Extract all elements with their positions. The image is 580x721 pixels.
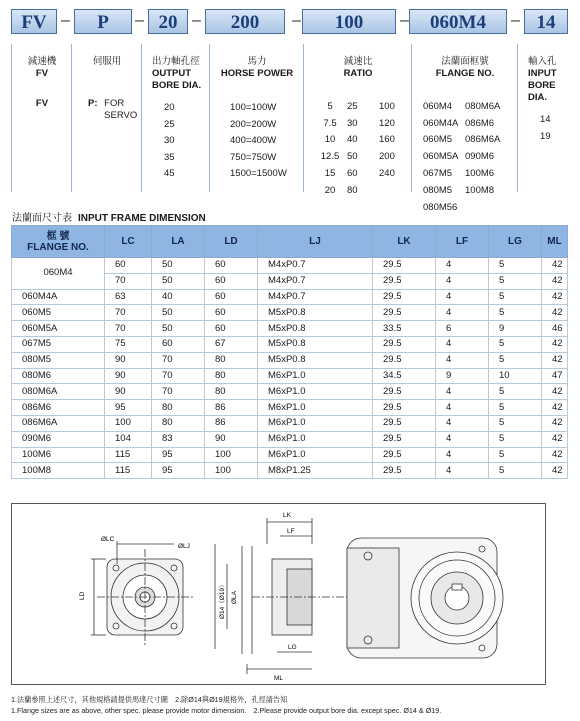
table-row xyxy=(12,336,568,352)
ratio-value: 100 xyxy=(379,100,395,112)
cell-flange: 060M4 xyxy=(12,258,105,290)
ratio-value xyxy=(378,182,396,199)
separator-dash: – xyxy=(400,12,409,29)
cell-value: 50 xyxy=(152,305,205,321)
cell-value: 100 xyxy=(205,447,258,463)
flange-value: 080M56 xyxy=(423,201,458,213)
cell-flange: 080M6A xyxy=(12,384,105,400)
cell-value: M4xP0.7 xyxy=(258,258,373,274)
cell-value: 90 xyxy=(205,431,258,447)
cell-flange: 086M6A xyxy=(12,415,105,431)
cell-value: 4 xyxy=(436,463,489,479)
cell-value: 4 xyxy=(436,447,489,463)
cell-value: M4xP0.7 xyxy=(258,273,373,289)
table-row xyxy=(12,368,568,384)
code-box-ratio: 100 xyxy=(302,9,396,34)
ratio-value: 50 xyxy=(347,151,358,163)
column-ratio-en: RATIO xyxy=(343,68,373,79)
cell-value: 29.5 xyxy=(373,273,436,289)
cell-flange: 080M6 xyxy=(12,368,105,384)
cell-value: 90 xyxy=(105,384,152,400)
label-lj: ØLJ xyxy=(178,543,190,550)
flange-grid xyxy=(422,98,501,216)
cell-value: 10 xyxy=(489,368,542,384)
cell-value: 5 xyxy=(489,463,542,479)
cell-value: 29.5 xyxy=(373,463,436,479)
cell-value: 83 xyxy=(152,431,205,447)
ratio-value: 25 xyxy=(347,100,358,112)
flange-value: 100M6 xyxy=(465,168,495,180)
flange-value: 080M5 xyxy=(423,184,453,196)
header-col: LC xyxy=(105,226,152,258)
column-reducer-zh: 減速機 xyxy=(27,56,57,67)
cell-value: 80 xyxy=(205,368,258,384)
ratio-value: 20 xyxy=(324,184,336,196)
flange-value: 086M6A xyxy=(465,134,501,146)
cell-value: 70 xyxy=(152,384,205,400)
cell-value: 5 xyxy=(489,384,542,400)
cell-value: 29.5 xyxy=(373,415,436,431)
cell-value: 60 xyxy=(205,273,258,289)
column-power-values xyxy=(210,100,304,183)
column-bore-values xyxy=(142,100,210,183)
cell-value: 70 xyxy=(105,273,152,289)
header-col: LK xyxy=(373,226,436,258)
code-box-input: 14 xyxy=(524,9,568,34)
drawing-svg xyxy=(12,504,545,684)
cell-value: 34.5 xyxy=(373,368,436,384)
power-value: 1500=1500W xyxy=(230,168,287,180)
cell-value: M6xP1.0 xyxy=(258,400,373,416)
flange-value: 086M6 xyxy=(465,117,495,129)
cell-value: 29.5 xyxy=(373,400,436,416)
label-lf: LF xyxy=(287,528,295,535)
cell-value: 42 xyxy=(542,447,568,463)
column-input-values xyxy=(518,112,574,145)
ratio-value: 12.5 xyxy=(320,151,340,163)
cell-value: 4 xyxy=(436,258,489,274)
column-servo-text: FOR SERVO xyxy=(104,98,138,121)
cell-value: 70 xyxy=(105,305,152,321)
cell-value: 50 xyxy=(152,321,205,337)
cell-value: 90 xyxy=(105,352,152,368)
cell-value: 95 xyxy=(152,463,205,479)
cell-flange: 060M5A xyxy=(12,321,105,337)
power-value: 100=100W xyxy=(230,102,277,113)
cell-value: 60 xyxy=(152,336,205,352)
table-row xyxy=(12,305,568,321)
flange-value: 060M4A xyxy=(423,117,459,129)
header-flange-zh: 框 號 xyxy=(46,230,70,242)
cell-value: 42 xyxy=(542,431,568,447)
note-en: 1.Flange sizes are as above, other spec. please provide motor dimension. 2.Please provide output bore dia. except spec. Ø14 & Ø19. xyxy=(11,706,442,715)
cell-value: M6xP1.0 xyxy=(258,384,373,400)
table-row xyxy=(12,352,568,368)
column-power-zh: 馬力 xyxy=(247,56,267,67)
flange-value: 067M5 xyxy=(423,168,453,180)
column-servo-zh: 伺服用 xyxy=(92,56,122,67)
bore-value: 25 xyxy=(164,118,175,130)
cell-value: 4 xyxy=(436,273,489,289)
cell-value: 75 xyxy=(105,336,152,352)
cell-flange: 080M5 xyxy=(12,352,105,368)
cell-value: 70 xyxy=(105,321,152,337)
cell-value: 5 xyxy=(489,431,542,447)
cell-value: 40 xyxy=(152,289,205,305)
column-power-en: HORSE POWER xyxy=(220,68,294,79)
ratio-grid xyxy=(314,98,396,199)
cell-value: 100 xyxy=(205,463,258,479)
section-title-zh: 法蘭面尺寸表 xyxy=(12,213,72,224)
cell-value: 42 xyxy=(542,384,568,400)
cell-value: 5 xyxy=(489,415,542,431)
cell-value: 5 xyxy=(489,352,542,368)
cell-value: 60 xyxy=(205,258,258,274)
label-ml: ML xyxy=(274,675,284,682)
cell-value: 4 xyxy=(436,415,489,431)
flange-value: 100M8 xyxy=(465,184,495,196)
column-power xyxy=(209,44,304,192)
cell-value: M5xP0.8 xyxy=(258,321,373,337)
reducer-housing-view xyxy=(347,538,503,658)
column-ratio xyxy=(303,44,412,196)
column-bore xyxy=(141,44,210,192)
cell-value: 6 xyxy=(436,321,489,337)
cell-flange: 060M5 xyxy=(12,305,105,321)
ratio-value: 7.5 xyxy=(323,117,337,129)
cell-value: 100 xyxy=(105,415,152,431)
flange-value: 060M5 xyxy=(423,134,453,146)
cell-value: 4 xyxy=(436,384,489,400)
flange-value: 090M6 xyxy=(465,151,495,163)
cell-value: 42 xyxy=(542,400,568,416)
power-value: 200=200W xyxy=(230,118,277,130)
cell-value: 29.5 xyxy=(373,289,436,305)
cell-value: 29.5 xyxy=(373,258,436,274)
cell-flange: 090M6 xyxy=(12,431,105,447)
cell-value: 4 xyxy=(436,305,489,321)
cell-flange: 100M8 xyxy=(12,463,105,479)
bore-value: 35 xyxy=(164,151,175,163)
code-box-bore: 20 xyxy=(148,9,188,34)
column-flange-zh: 法蘭面框號 xyxy=(441,56,489,67)
cell-value: 4 xyxy=(436,400,489,416)
bore-value: 20 xyxy=(164,102,175,113)
cell-value: 42 xyxy=(542,415,568,431)
ratio-value: 120 xyxy=(379,117,395,129)
label-bore: Ø14（Ø19） xyxy=(219,581,226,619)
flange-value: 080M6A xyxy=(465,100,501,112)
section-title-en: INPUT FRAME DIMENSION xyxy=(78,213,206,224)
cell-value: 4 xyxy=(436,352,489,368)
cell-flange: 100M6 xyxy=(12,447,105,463)
cell-value: 29.5 xyxy=(373,305,436,321)
cell-value: M6xP1.0 xyxy=(258,415,373,431)
cell-value: 42 xyxy=(542,463,568,479)
cell-value: 5 xyxy=(489,289,542,305)
cell-value: 115 xyxy=(105,447,152,463)
column-servo-key: P: xyxy=(88,98,98,109)
table-row xyxy=(12,258,568,274)
cell-value: 33.5 xyxy=(373,321,436,337)
header-col: LF xyxy=(436,226,489,258)
cell-value: 29.5 xyxy=(373,431,436,447)
cell-value: 29.5 xyxy=(373,447,436,463)
label-lk: LK xyxy=(283,512,291,519)
cell-value: 42 xyxy=(542,336,568,352)
cell-value: 115 xyxy=(105,463,152,479)
column-reducer xyxy=(11,44,72,192)
header-col: ML xyxy=(542,226,568,258)
power-value: 400=400W xyxy=(230,135,277,147)
separator-dash: – xyxy=(511,12,520,29)
code-box-power: 200 xyxy=(205,9,285,34)
cell-value: 95 xyxy=(152,447,205,463)
flange-value: 060M4 xyxy=(423,100,453,112)
cell-value: 104 xyxy=(105,431,152,447)
dimension-table xyxy=(11,225,568,479)
table-row xyxy=(12,321,568,337)
table-row xyxy=(12,431,568,447)
cell-value: M5xP0.8 xyxy=(258,336,373,352)
section-title xyxy=(12,209,206,224)
cell-value: 29.5 xyxy=(373,336,436,352)
column-flange xyxy=(411,44,518,213)
cell-value: 60 xyxy=(205,321,258,337)
cell-value: M5xP0.8 xyxy=(258,305,373,321)
cell-value: 47 xyxy=(542,368,568,384)
column-servo-value xyxy=(72,98,142,122)
cell-value: 60 xyxy=(105,258,152,274)
header-col: LA xyxy=(152,226,205,258)
column-servo xyxy=(71,44,142,192)
column-input xyxy=(517,44,574,192)
cell-value: 5 xyxy=(489,273,542,289)
table-row xyxy=(12,463,568,479)
ratio-value: 200 xyxy=(379,151,395,163)
label-lc: ØLC xyxy=(101,536,115,543)
column-bore-en1: OUTPUT xyxy=(152,68,192,79)
header-col: LD xyxy=(205,226,258,258)
table-row xyxy=(12,400,568,416)
cell-value: M5xP0.8 xyxy=(258,352,373,368)
power-value: 750=750W xyxy=(230,151,277,163)
cell-value: 63 xyxy=(105,289,152,305)
cell-value: M8xP1.25 xyxy=(258,463,373,479)
cell-value: 4 xyxy=(436,336,489,352)
separator-dash: – xyxy=(292,12,301,29)
input-value: 19 xyxy=(540,130,551,142)
cell-value: 42 xyxy=(542,273,568,289)
cell-value: 29.5 xyxy=(373,384,436,400)
ratio-value: 240 xyxy=(379,168,395,180)
cell-value: 67 xyxy=(205,336,258,352)
cell-value: 46 xyxy=(542,321,568,337)
cell-value: 86 xyxy=(205,400,258,416)
cell-value: 29.5 xyxy=(373,352,436,368)
cell-value: 5 xyxy=(489,447,542,463)
cell-value: 42 xyxy=(542,305,568,321)
bore-value: 45 xyxy=(164,168,175,180)
ratio-value: 60 xyxy=(347,168,358,180)
table-row xyxy=(12,384,568,400)
ratio-value: 160 xyxy=(379,134,395,146)
flange-front-view xyxy=(91,541,193,645)
cell-value: 95 xyxy=(105,400,152,416)
cell-value: 5 xyxy=(489,305,542,321)
column-input-zh: 輸入孔 xyxy=(528,56,557,67)
table-header-row xyxy=(12,226,568,258)
cell-value: 80 xyxy=(152,400,205,416)
cell-value: 60 xyxy=(205,289,258,305)
cell-flange: 067M5 xyxy=(12,336,105,352)
code-box-servo: P xyxy=(74,9,132,34)
flange-value: 060M5A xyxy=(423,151,459,163)
ratio-value: 15 xyxy=(324,168,336,180)
technical-drawing xyxy=(11,503,546,685)
table-row xyxy=(12,415,568,431)
cell-value: 9 xyxy=(436,368,489,384)
input-value: 14 xyxy=(540,114,551,125)
column-input-en1: INPUT xyxy=(528,68,557,79)
ratio-value: 5 xyxy=(327,100,333,112)
cell-value: 80 xyxy=(205,384,258,400)
header-flange-en: FLANGE NO. xyxy=(27,241,89,253)
cell-value: M4xP0.7 xyxy=(258,289,373,305)
column-input-en2: BORE DIA. xyxy=(528,80,556,103)
cell-value: 70 xyxy=(152,368,205,384)
code-box-reducer: FV xyxy=(11,9,57,34)
cell-value: 5 xyxy=(489,336,542,352)
column-reducer-value: FV xyxy=(35,98,49,109)
cell-value: 90 xyxy=(105,368,152,384)
cell-value: 42 xyxy=(542,289,568,305)
cell-value: 9 xyxy=(489,321,542,337)
column-reducer-en: FV xyxy=(35,68,49,79)
header-col: LG xyxy=(489,226,542,258)
cell-value: 4 xyxy=(436,289,489,305)
cell-value: M6xP1.0 xyxy=(258,368,373,384)
code-box-flange: 060M4 xyxy=(409,9,507,34)
cell-value: 50 xyxy=(152,258,205,274)
label-lg: LG xyxy=(288,644,297,651)
separator-dash: – xyxy=(192,12,201,29)
cell-value: M6xP1.0 xyxy=(258,447,373,463)
cell-value: M6xP1.0 xyxy=(258,431,373,447)
ratio-value: 80 xyxy=(347,184,358,196)
separator-dash: – xyxy=(135,12,144,29)
ratio-value: 10 xyxy=(324,134,336,146)
column-flange-en: FLANGE NO. xyxy=(435,68,495,79)
cell-flange: 086M6 xyxy=(12,400,105,416)
ratio-value: 30 xyxy=(347,117,358,129)
cell-value: 42 xyxy=(542,258,568,274)
cell-flange: 060M4A xyxy=(12,289,105,305)
cell-value: 80 xyxy=(152,415,205,431)
label-ld: LD xyxy=(79,591,86,600)
cell-value: 86 xyxy=(205,415,258,431)
bore-value: 30 xyxy=(164,135,175,147)
table-row xyxy=(12,289,568,305)
separator-dash: – xyxy=(61,12,70,29)
table-row xyxy=(12,447,568,463)
header-flange xyxy=(12,226,105,258)
column-bore-zh: 出力軸孔徑 xyxy=(152,56,200,67)
column-bore-en2: BORE DIA. xyxy=(152,80,202,91)
label-la: ØLA xyxy=(231,590,238,604)
cell-value: 4 xyxy=(436,431,489,447)
ratio-value: 40 xyxy=(347,134,358,146)
header-col: LJ xyxy=(258,226,373,258)
cell-value: 70 xyxy=(152,352,205,368)
cell-value: 60 xyxy=(205,305,258,321)
column-ratio-zh: 減速比 xyxy=(343,56,373,67)
cell-value: 50 xyxy=(152,273,205,289)
cell-value: 80 xyxy=(205,352,258,368)
cell-value: 5 xyxy=(489,400,542,416)
cell-value: 5 xyxy=(489,258,542,274)
note-zh: 1.法蘭參照上述尺寸，其他規格請提供馬達尺寸圖 2.除Ø14與Ø19規格外，孔徑請告知 xyxy=(11,695,288,704)
cell-value: 42 xyxy=(542,352,568,368)
